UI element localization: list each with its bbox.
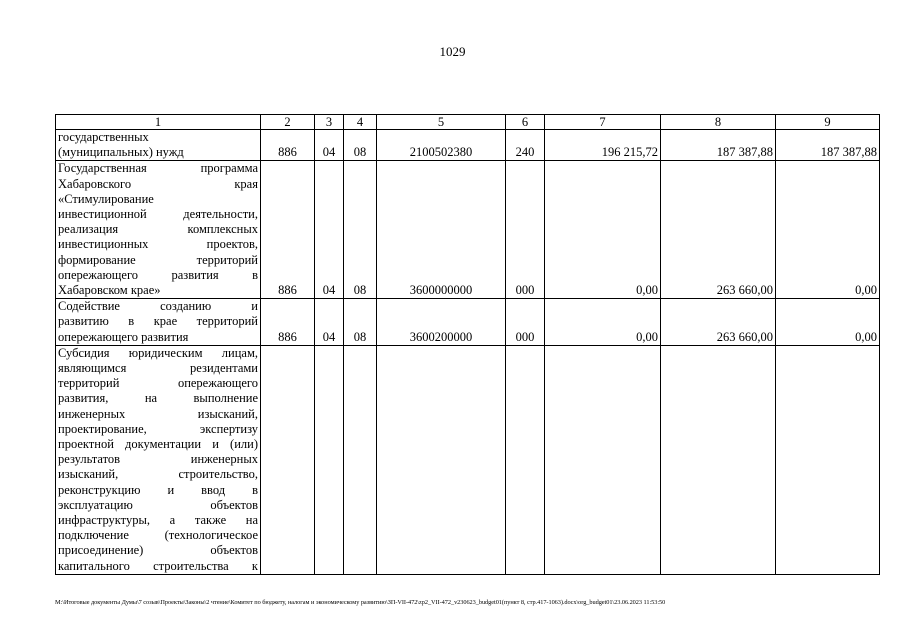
description-line: изысканий, строительство,	[58, 467, 258, 482]
description-line: опережающего развития в	[58, 267, 258, 282]
description-line: проектной документации и (или)	[58, 437, 258, 452]
amount-col9: 0,00	[776, 161, 880, 299]
description-line: Хабаровском крае»	[58, 283, 161, 298]
subsection-code	[344, 345, 377, 574]
subsection-code: 08	[344, 299, 377, 346]
amount-col8: 263 660,00	[661, 161, 776, 299]
description-line: эксплуатацию объектов	[58, 497, 258, 512]
description-line: опережающего развития	[58, 329, 189, 344]
description-line: развития, на выполнение	[58, 391, 258, 406]
subsection-code: 08	[344, 130, 377, 161]
description-line: капитального строительства к	[58, 558, 258, 573]
column-number: 8	[661, 115, 776, 130]
column-number: 5	[377, 115, 506, 130]
description-line: инженерных изысканий,	[58, 406, 258, 421]
description-line: реализация комплексных	[58, 222, 258, 237]
column-number: 3	[315, 115, 344, 130]
amount-col7	[545, 345, 661, 574]
section-code: 04	[315, 130, 344, 161]
amount-col7: 0,00	[545, 299, 661, 346]
admin-code: 886	[261, 299, 315, 346]
budget-table	[55, 114, 880, 575]
section-code: 04	[315, 161, 344, 299]
row-description	[56, 161, 261, 299]
description-line: Государственная программа	[58, 161, 258, 176]
expense-type-code: 240	[506, 130, 545, 161]
admin-code: 886	[261, 161, 315, 299]
column-number: 7	[545, 115, 661, 130]
description-line: подключение (технологическое	[58, 528, 258, 543]
column-number-row	[56, 115, 880, 130]
amount-col8	[661, 345, 776, 574]
description-line: (муниципальных) нужд	[58, 145, 184, 160]
amount-col9: 187 387,88	[776, 130, 880, 161]
column-number: 4	[344, 115, 377, 130]
description-line: проектирование, экспертизу	[58, 421, 258, 436]
expense-type-code	[506, 345, 545, 574]
amount-col9: 0,00	[776, 299, 880, 346]
target-article-code: 3600000000	[377, 161, 506, 299]
description-line: являющимся резидентами	[58, 361, 258, 376]
description-line: реконструкцию и ввод в	[58, 482, 258, 497]
column-number: 2	[261, 115, 315, 130]
table-row	[56, 161, 880, 299]
table-row	[56, 345, 880, 574]
description-line: формирование территорий	[58, 252, 258, 267]
description-line: инфраструктуры, а также на	[58, 513, 258, 528]
column-number: 1	[56, 115, 261, 130]
target-article-code: 3600200000	[377, 299, 506, 346]
admin-code: 886	[261, 130, 315, 161]
file-path-footer: M:\Итоговые документы Думы\7 созыв\Проекты\Законы\2 чтение\Комитет по бюджету, налогам и экономическому развитию\ЗП-VII-472\zp2_VII-472_v230623_budget01(пункт 8, стр.417-1063).docx\org_budget01\23.06.2023 11:53:50	[55, 599, 666, 606]
description-line: развитию в крае территорий	[58, 314, 258, 329]
target-article-code: 2100502380	[377, 130, 506, 161]
column-number: 6	[506, 115, 545, 130]
amount-col7: 196 215,72	[545, 130, 661, 161]
table-row	[56, 130, 880, 161]
description-line: Содействие созданию и	[58, 299, 258, 314]
table-row	[56, 299, 880, 346]
amount-col8: 263 660,00	[661, 299, 776, 346]
amount-col7: 0,00	[545, 161, 661, 299]
description-line: присоединение) объектов	[58, 543, 258, 558]
amount-col9	[776, 345, 880, 574]
column-number: 9	[776, 115, 880, 130]
row-description	[56, 299, 261, 346]
description-line: инвестиционных проектов,	[58, 237, 258, 252]
row-description	[56, 130, 261, 161]
page-number: 1029	[439, 44, 466, 59]
description-line: Хабаровского края	[58, 176, 258, 191]
description-line: государственных	[58, 130, 149, 144]
subsection-code: 08	[344, 161, 377, 299]
description-line: «Стимулирование	[58, 191, 154, 206]
section-code	[315, 345, 344, 574]
row-description	[56, 345, 261, 574]
expense-type-code: 000	[506, 299, 545, 346]
description-line: Субсидия юридическим лицам,	[58, 345, 258, 360]
description-line: результатов инженерных	[58, 452, 258, 467]
target-article-code	[377, 345, 506, 574]
amount-col8: 187 387,88	[661, 130, 776, 161]
section-code: 04	[315, 299, 344, 346]
description-line: инвестиционной деятельности,	[58, 207, 258, 222]
expense-type-code: 000	[506, 161, 545, 299]
description-line: территорий опережающего	[58, 376, 258, 391]
admin-code	[261, 345, 315, 574]
